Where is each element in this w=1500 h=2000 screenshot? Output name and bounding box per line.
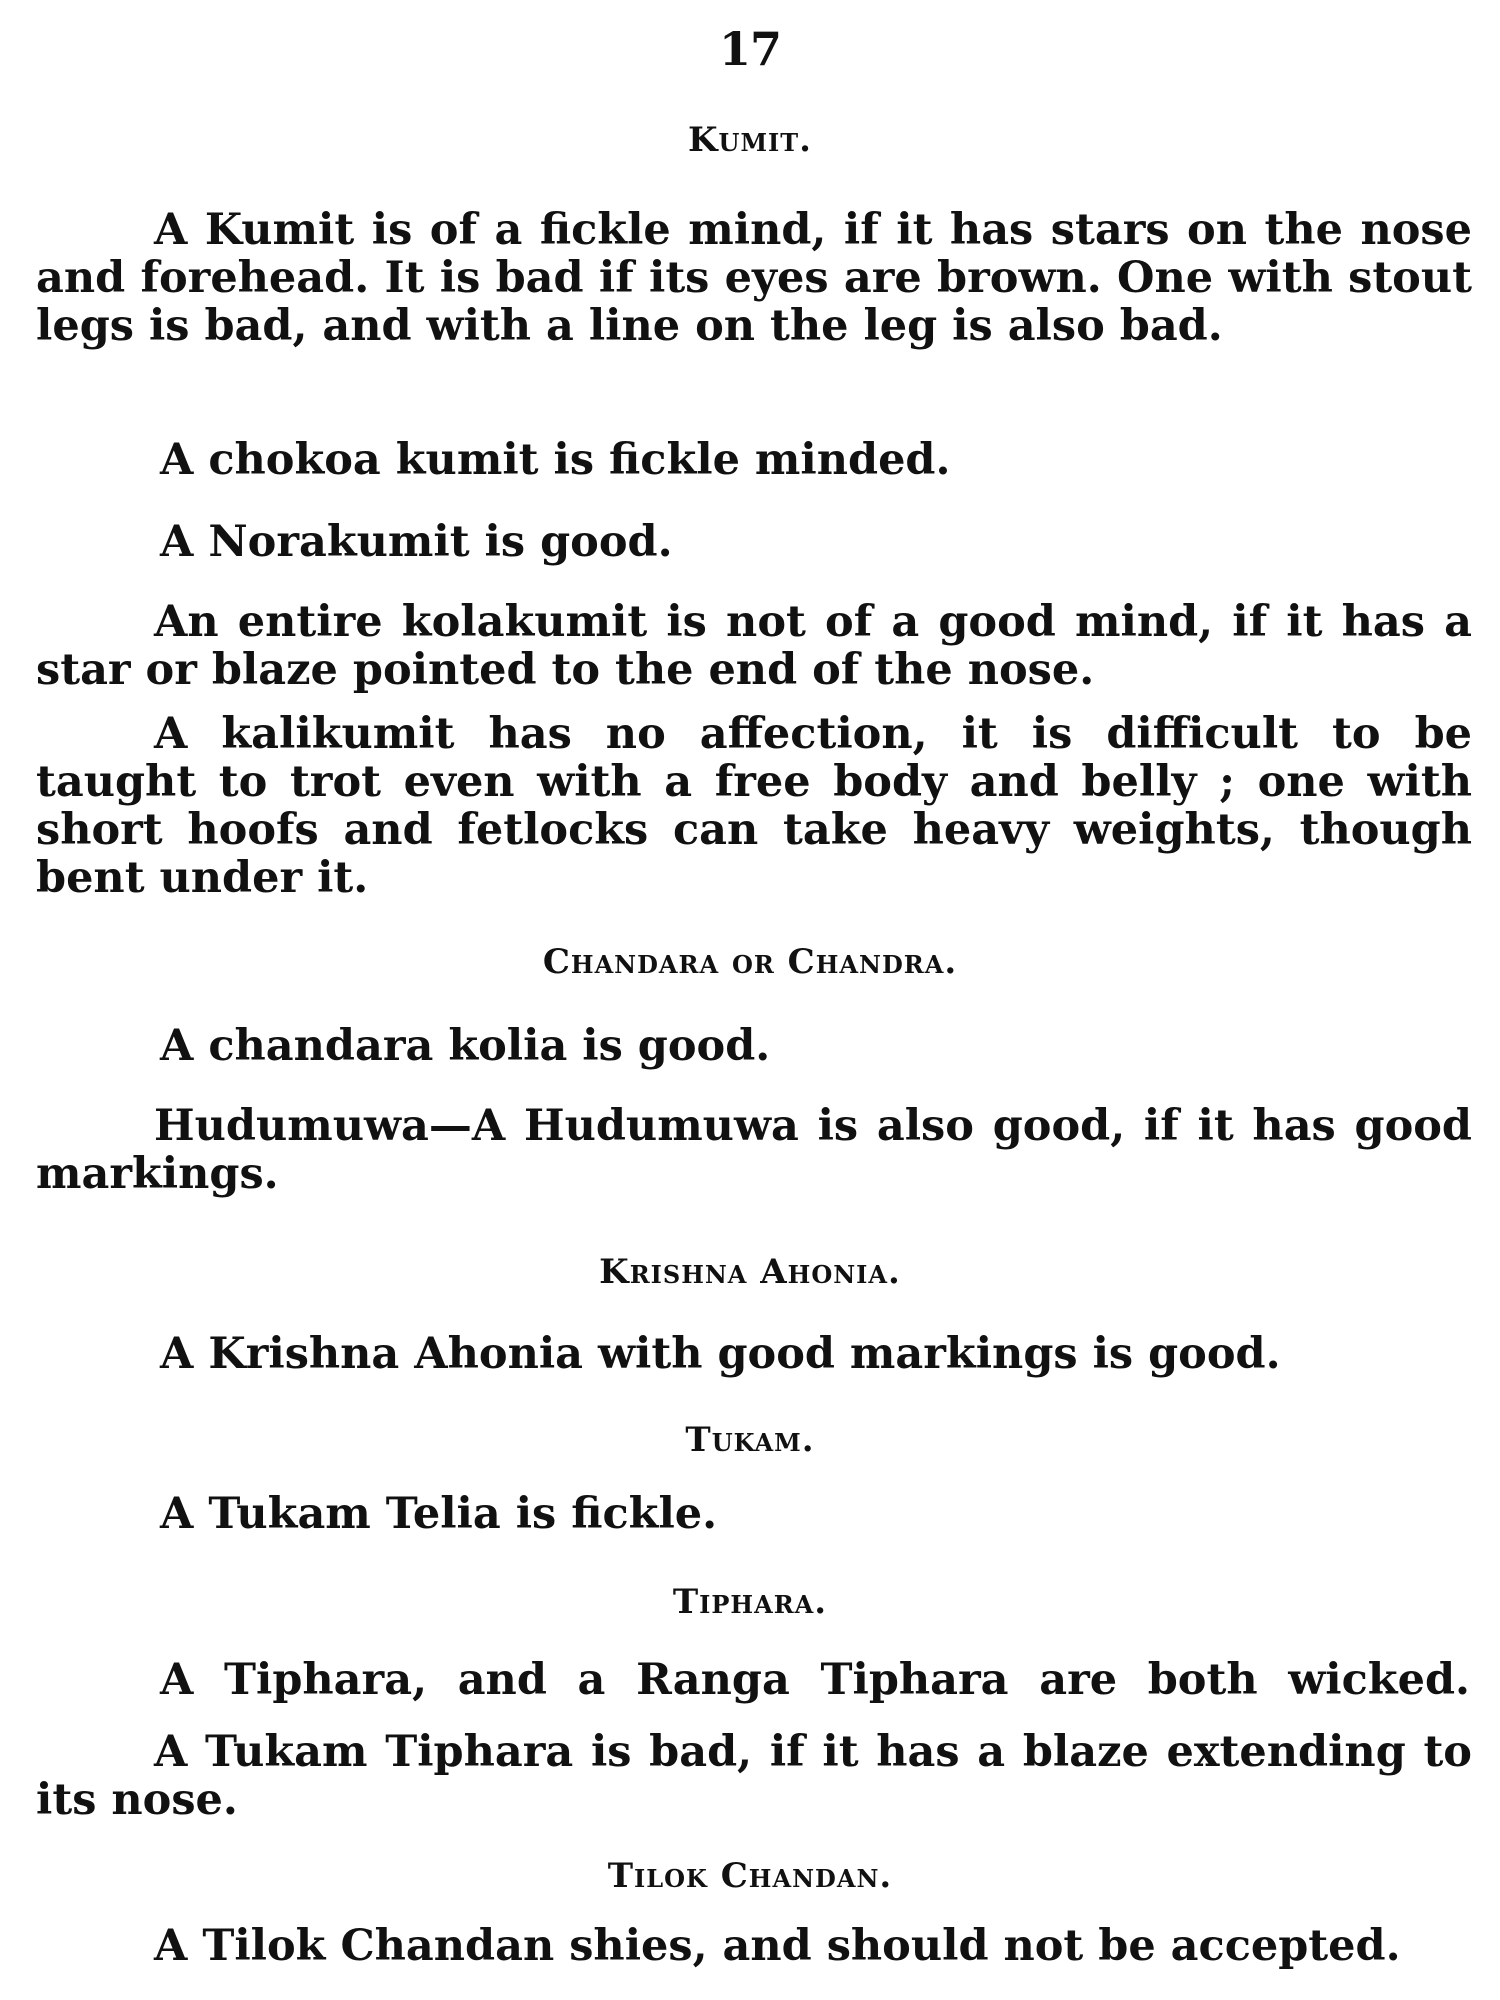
section-heading-tiphara: Tiphara. [672,1582,828,1622]
paragraph: A Tukam Tiphara is bad, if it has a blaze extending to its nose. [36,1727,1472,1825]
page-number: 17 [718,22,781,76]
section-heading-chandara: Chandara or Chandra. [542,942,958,982]
section-heading-tukam: Tukam. [685,1420,815,1460]
paragraph: A Tilok Chandan shies, and should not be accepted. [154,1921,1401,1971]
paragraph: A Krishna Ahonia with good markings is good. [160,1329,1281,1379]
section-heading-kumit: Kumit. [688,120,812,160]
paragraph: A Kumit is of a fickle mind, if it has stars on the nose and forehead. It is bad if its eyes are brown. One with stout legs is bad, and with a line on the leg is also bad. [36,205,1472,351]
paragraph: A Tukam Telia is fickle. [160,1489,718,1539]
paragraph: Hudumuwa—A Hudumuwa is also good, if it has good markings. [36,1101,1472,1199]
paragraph: A Norakumit is good. [160,517,673,567]
paragraph: A chandara kolia is good. [160,1021,771,1071]
paragraph: A chokoa kumit is fickle minded. [160,435,951,485]
paragraph: A Tiphara, and a Ranga Tiphara are both wicked. [160,1655,1470,1705]
section-heading-krishna-ahonia: Krishna Ahonia. [599,1252,901,1292]
section-heading-tilok-chandan: Tilok Chandan. [607,1856,893,1896]
paragraph: A kalikumit has no affection, it is difficult to be taught to trot even with a free body and belly ; one with short hoofs and fetlocks can take heavy weights, though bent under it. [36,709,1472,903]
paragraph: An entire kolakumit is not of a good mind, if it has a star or blaze pointed to the end of the nose. [36,597,1472,695]
